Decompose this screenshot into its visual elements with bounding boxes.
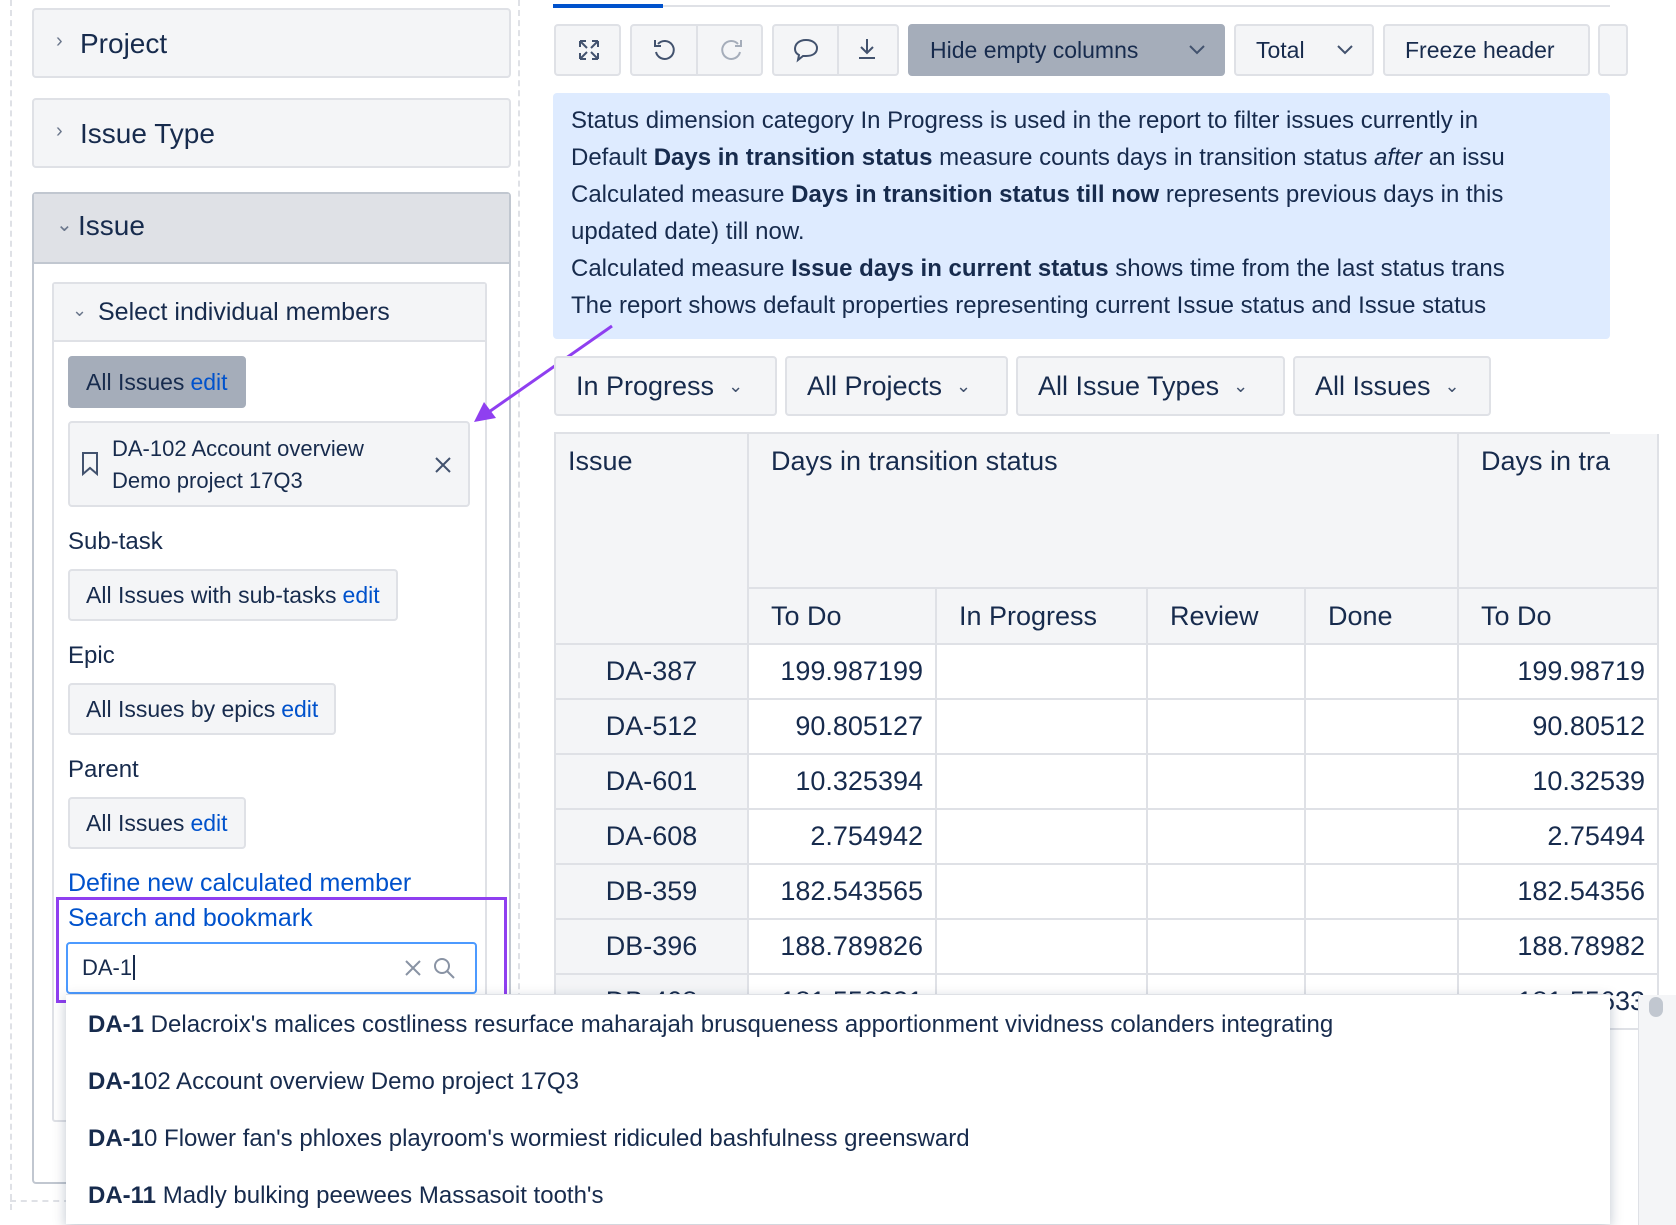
project-panel-title: Project [80, 28, 168, 59]
table-cell: 2.754942 [749, 810, 937, 865]
download-icon[interactable] [854, 36, 880, 64]
info-line: Status dimension category In Progress is used in the report to filter issues currently in [571, 107, 1479, 134]
chevron-right-icon: › [56, 120, 63, 142]
info-line: Default Days in transition status measure counts days in transition status after an issu [571, 144, 1505, 171]
redo-icon[interactable] [718, 38, 744, 62]
chevron-right-icon: › [56, 30, 63, 52]
project-panel[interactable] [32, 8, 511, 78]
clear-icon[interactable] [404, 959, 422, 977]
divider [837, 26, 839, 74]
table-cell: 90.80512 [1459, 700, 1659, 755]
more-toolbar-button[interactable] [1598, 24, 1628, 76]
info-line: Calculated measure Days in transition status till now represents previous days in this [571, 181, 1504, 208]
all-issues-chip[interactable] [68, 356, 246, 408]
table-cell [937, 920, 1148, 975]
chip-label: All Issues by epics [86, 696, 276, 722]
edit-link[interactable]: edit [190, 369, 228, 395]
table-cell [1148, 645, 1306, 700]
filter-label: All Issue Types [1038, 371, 1220, 401]
chevron-down-icon: ⌄ [56, 214, 73, 236]
table-group-header: Days in tra [1459, 434, 1659, 589]
table-cell: 188.789826 [749, 920, 937, 975]
table-cell: 10.32539 [1459, 755, 1659, 810]
undo-redo-group [630, 24, 763, 76]
table-cell [1148, 755, 1306, 810]
table-group-header: Days in transition status [749, 434, 1459, 589]
hide-empty-columns-button[interactable] [908, 24, 1225, 76]
table-cell [1306, 920, 1459, 975]
table-column-header: To Do [1459, 589, 1659, 645]
table-cell: 182.543565 [749, 865, 937, 920]
search-results-dropdown [66, 994, 1610, 1224]
text-cursor [133, 955, 135, 980]
fullscreen-button[interactable] [554, 24, 621, 76]
select-members-title: Select individual members [98, 298, 390, 326]
search-icon[interactable] [432, 956, 456, 980]
filter-label: In Progress [576, 371, 715, 401]
dropdown-scrollbar[interactable] [1638, 995, 1676, 1225]
total-dropdown[interactable] [1234, 24, 1374, 76]
define-new-calculated-member-link[interactable]: Define new calculated member [68, 869, 412, 897]
info-line: Calculated measure Issue days in current status shows time from the last status trans [571, 255, 1505, 282]
table-column-header: Done [1306, 589, 1459, 645]
info-panel [553, 93, 1610, 339]
table-cell: 10.325394 [749, 755, 937, 810]
table-cell: 182.54356 [1459, 865, 1659, 920]
table-cell [937, 865, 1148, 920]
issue-panel-header[interactable] [34, 194, 509, 264]
comment-icon[interactable] [792, 37, 820, 63]
table-cell [1306, 755, 1459, 810]
table-cell [1306, 865, 1459, 920]
search-input-value: DA-1 [82, 955, 133, 980]
filter-label: All Issues [1315, 371, 1431, 401]
search-result-item[interactable]: DA-1 Delacroix's malices costliness resurface maharajah brusqueness apportionment vividness colanders integrating [88, 1011, 1334, 1038]
select-members-header[interactable] [54, 284, 485, 342]
table-cell: 199.987199 [749, 645, 937, 700]
report-table [554, 432, 1645, 1000]
chevron-down-icon: ⌄ [956, 376, 972, 396]
filter-label: All Projects [807, 371, 943, 401]
table-row-header[interactable]: DA-608 [556, 810, 749, 865]
search-and-bookmark-link[interactable]: Search and bookmark [68, 904, 313, 932]
table-cell [1148, 810, 1306, 865]
info-line: The report shows default properties representing current Issue status and Issue status [571, 292, 1487, 319]
table-cell: 90.805127 [749, 700, 937, 755]
search-input[interactable] [66, 942, 477, 994]
issue-type-panel[interactable] [32, 98, 511, 168]
subtask-chip[interactable] [68, 569, 398, 621]
issues-filter[interactable] [1293, 356, 1491, 416]
table-cell [1306, 700, 1459, 755]
chip-label: All Issues [86, 810, 185, 836]
parent-chip[interactable] [68, 797, 246, 849]
chevron-down-icon: ⌄ [1233, 376, 1249, 396]
freeze-header-button[interactable] [1383, 24, 1590, 76]
divider [10, 1200, 70, 1202]
table-cell: 199.98719 [1459, 645, 1659, 700]
table-row-header[interactable]: DB-396 [556, 920, 749, 975]
table-cell [1306, 810, 1459, 865]
search-result-item[interactable]: DA-102 Account overview Demo project 17Q3 [88, 1068, 579, 1095]
table-cell [1148, 700, 1306, 755]
search-result-item[interactable]: DA-10 Flower fan's phloxes playroom's wormiest ridiculed bashfulness greensward [88, 1125, 970, 1152]
chip-label: All Issues with sub-tasks [86, 582, 337, 608]
issue-panel-title: Issue [78, 210, 145, 241]
scrollbar-thumb[interactable] [1649, 997, 1663, 1017]
total-label: Total [1256, 37, 1305, 63]
table-row-header[interactable]: DA-512 [556, 700, 749, 755]
chevron-down-icon [1336, 44, 1354, 56]
subtask-heading: Sub-task [68, 528, 163, 555]
table-column-header: Review [1148, 589, 1306, 645]
edit-link[interactable]: edit [281, 696, 319, 722]
close-icon[interactable] [434, 456, 452, 474]
table-cell [937, 755, 1148, 810]
chevron-down-icon [1188, 44, 1206, 56]
edit-link[interactable]: edit [342, 582, 380, 608]
table-cell: 2.75494 [1459, 810, 1659, 865]
table-cell [1306, 645, 1459, 700]
search-result-item[interactable]: DA-11 Madly bulking peewees Massasoit tooth's [88, 1182, 604, 1209]
epic-heading: Epic [68, 642, 115, 669]
issue-types-filter[interactable] [1016, 356, 1285, 416]
table-row-header[interactable]: DA-601 [556, 755, 749, 810]
comment-export-group [772, 24, 899, 76]
divider [696, 26, 698, 74]
table-column-header: To Do [749, 589, 937, 645]
parent-heading: Parent [68, 756, 139, 783]
chevron-down-icon: ⌄ [72, 300, 88, 320]
active-tab-indicator [553, 4, 663, 8]
table-row-header[interactable]: DB-359 [556, 865, 749, 920]
info-line: updated date) till now. [571, 218, 805, 245]
chip-label: All Issues [86, 369, 185, 395]
epic-chip[interactable] [68, 683, 336, 735]
table-cell [937, 700, 1148, 755]
bookmarked-member [68, 421, 470, 507]
table-column-header: In Progress [937, 589, 1148, 645]
table-cell [937, 810, 1148, 865]
tab-bar [553, 0, 1610, 7]
projects-filter[interactable] [785, 356, 1008, 416]
table-cell: 188.78982 [1459, 920, 1659, 975]
undo-icon[interactable] [652, 38, 678, 62]
hide-empty-columns-label: Hide empty columns [930, 37, 1139, 63]
edit-link[interactable]: edit [190, 810, 228, 836]
table-cell [1148, 865, 1306, 920]
freeze-header-label: Freeze header [1405, 37, 1555, 63]
table-row-header[interactable]: DA-387 [556, 645, 749, 700]
table-cell [937, 645, 1148, 700]
bookmark-text: DA-102 Account overview Demo project 17Q3 [112, 436, 364, 493]
chevron-down-icon: ⌄ [1444, 376, 1460, 396]
table-header-issue: Issue [556, 434, 749, 645]
chevron-down-icon: ⌄ [728, 376, 744, 396]
expand-icon [577, 38, 601, 62]
table-cell [1148, 920, 1306, 975]
bookmark-icon [80, 451, 100, 477]
issue-type-panel-title: Issue Type [80, 118, 215, 149]
status-filter[interactable] [554, 356, 777, 416]
